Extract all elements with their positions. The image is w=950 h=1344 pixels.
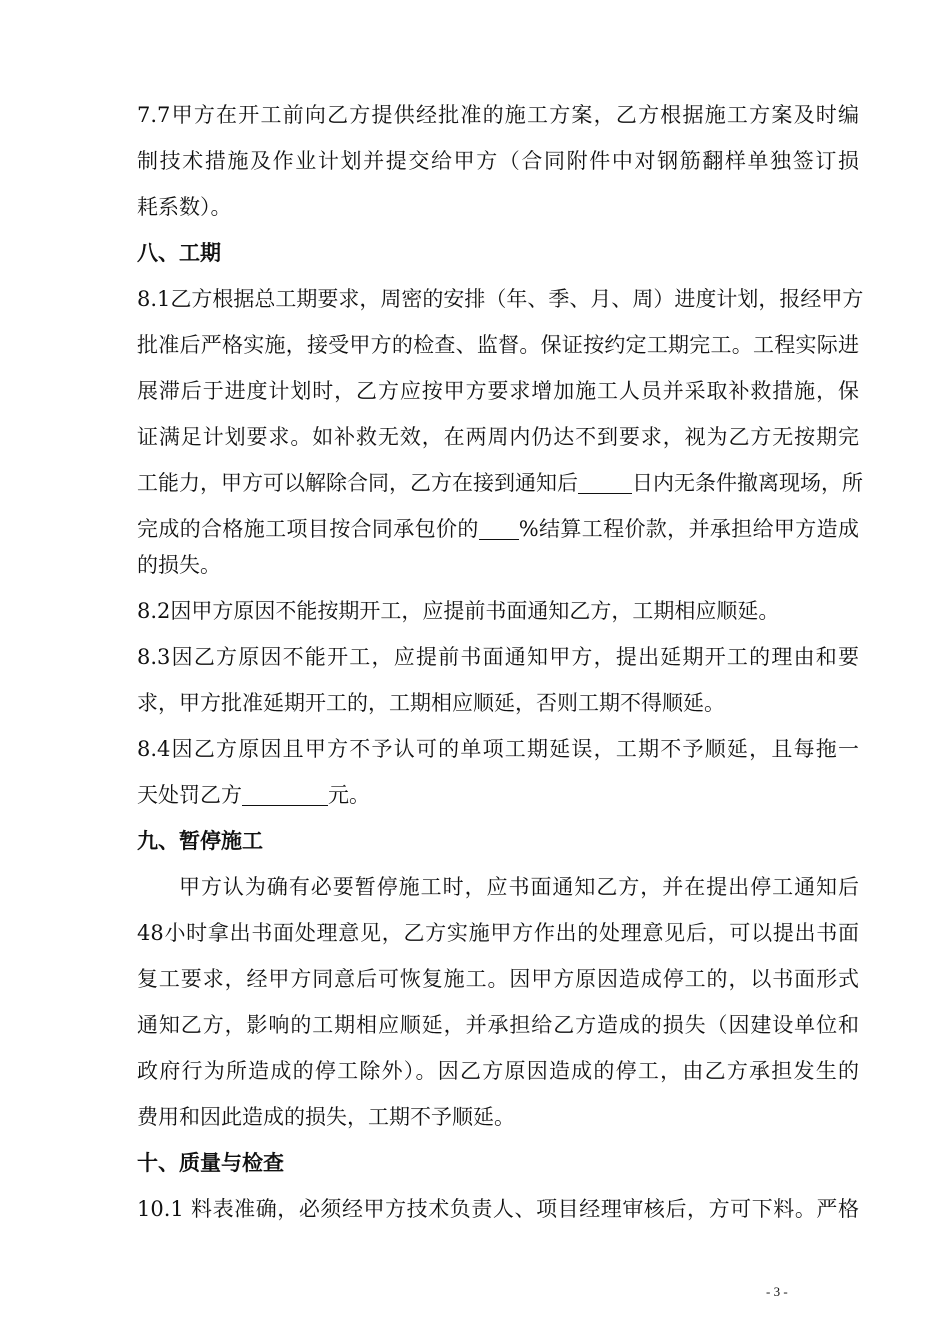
text-line: 8.3因乙方原因不能开工，应提前书面通知甲方，提出延期开工的理由和要	[137, 645, 859, 669]
text-line: 耗系数）。	[137, 195, 232, 219]
text-line: 展滞后于进度计划时，乙方应按甲方要求增加施工人员并采取补救措施，保	[137, 379, 859, 403]
text-segment: 完成的合格施工项目按合同承包价的	[137, 517, 479, 541]
text-line: 通知乙方，影响的工期相应顺延，并承担给乙方造成的损失（因建设单位和	[137, 1013, 859, 1037]
page-number: - 3 -	[766, 1284, 788, 1299]
text-line: 政府行为所造成的停工除外）。因乙方原因造成的停工，由乙方承担发生的	[137, 1059, 859, 1083]
text-segment: 天处罚乙方	[137, 783, 242, 807]
text-line: 甲方认为确有必要暂停施工时，应书面通知乙方，并在提出停工通知后	[179, 875, 859, 899]
text-line: 费用和因此造成的损失，工期不予顺延。	[137, 1105, 515, 1129]
text-line: 7.7甲方在开工前向乙方提供经批准的施工方案，乙方根据施工方案及时编	[137, 103, 859, 127]
text-line: 48小时拿出书面处理意见，乙方实施甲方作出的处理意见后，可以提出书面	[137, 921, 859, 945]
fill-in-blank[interactable]	[578, 471, 632, 494]
text-segment: 工能力，甲方可以解除合同，乙方在接到通知后	[137, 471, 578, 495]
section-heading: 十、质量与检查	[137, 1151, 284, 1175]
text-line: 求，甲方批准延期开工的，工期相应顺延，否则工期不得顺延。	[137, 691, 725, 715]
section-heading: 八、工期	[137, 241, 221, 265]
text-line: 8.1乙方根据总工期要求，周密的安排（年、季、月、周）进度计划，报经甲方	[137, 287, 864, 311]
text-line	[137, 469, 863, 497]
text-line	[137, 515, 859, 543]
text-line: 复工要求，经甲方同意后可恢复施工。因甲方原因造成停工的，以书面形式	[137, 967, 859, 991]
text-segment: %结算工程价款，并承担给甲方造成	[518, 517, 860, 541]
section-heading: 九、暂停施工	[137, 829, 263, 853]
fill-in-blank[interactable]	[242, 783, 328, 806]
text-segment: 日内无条件撤离现场，所	[632, 471, 863, 495]
text-line: 的损失。	[137, 553, 221, 577]
text-line: 10.1 料表准确，必须经甲方技术负责人、项目经理审核后，方可下料。严格	[137, 1197, 859, 1221]
text-line	[137, 781, 859, 809]
fill-in-blank[interactable]	[479, 517, 519, 540]
text-line: 8.2因甲方原因不能按期开工，应提前书面通知乙方，工期相应顺延。	[137, 599, 780, 623]
text-line: 8.4因乙方原因且甲方不予认可的单项工期延误，工期不予顺延，且每拖一	[137, 737, 859, 761]
text-line: 证满足计划要求。如补救无效，在两周内仍达不到要求，视为乙方无按期完	[137, 425, 859, 449]
text-line: 制技术措施及作业计划并提交给甲方（合同附件中对钢筋翻样单独签订损	[137, 149, 859, 173]
text-line: 批准后严格实施，接受甲方的检查、监督。保证按约定工期完工。工程实际进	[137, 333, 859, 357]
text-segment: 元。	[328, 783, 370, 807]
